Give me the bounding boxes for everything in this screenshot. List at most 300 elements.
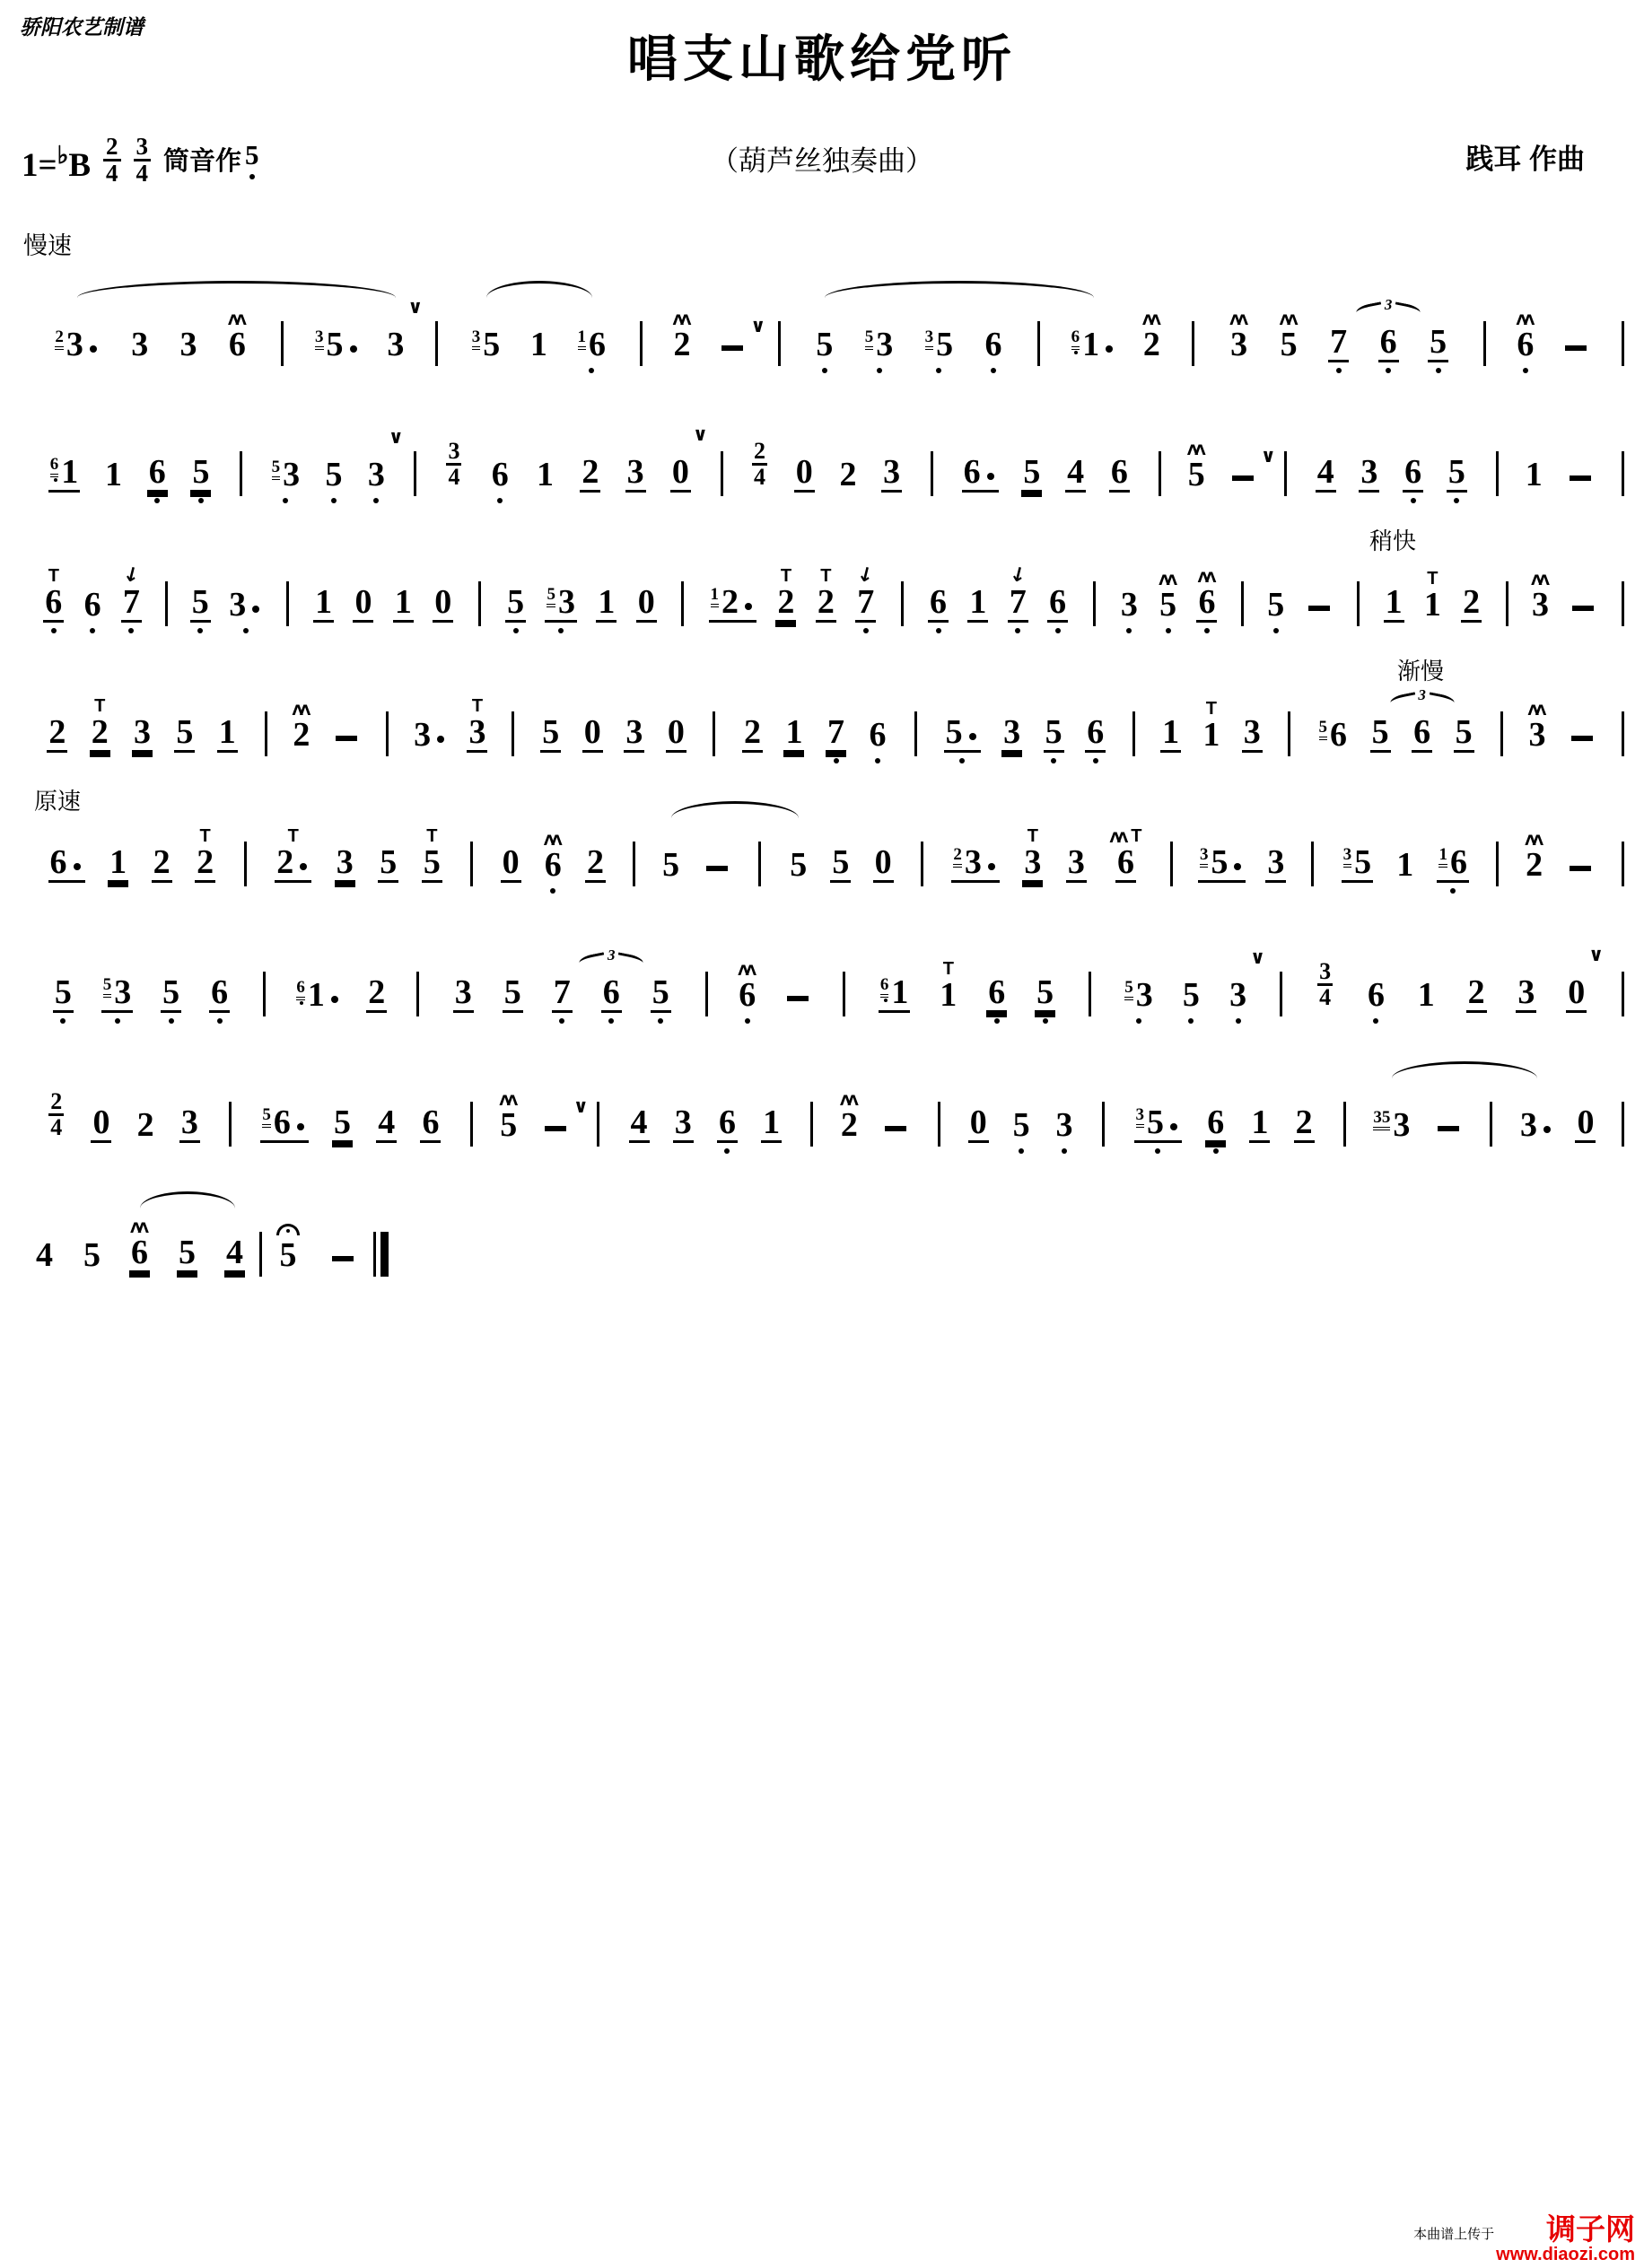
note-digit: 3 (1135, 976, 1153, 1014)
note-digit-row (217, 714, 238, 753)
grace-note: 5 (103, 976, 112, 998)
note-token (451, 947, 476, 1028)
octave-dot-row (115, 1013, 120, 1028)
ornament-row (1525, 820, 1543, 847)
note-digit-row (670, 454, 691, 493)
note-digit-row (539, 1126, 572, 1143)
note-token (1240, 687, 1264, 768)
note-digit-row (826, 714, 846, 753)
note-digit-row (227, 587, 264, 623)
meter-numerator: 3 (1319, 958, 1332, 984)
note-digit: 3 (1055, 1106, 1073, 1144)
note-digit-row (433, 584, 453, 623)
note-digit: 5 (832, 843, 850, 881)
note-digit: 6 (602, 973, 620, 1011)
ornament-row (288, 817, 299, 844)
ornament-row (48, 557, 59, 584)
note-token (837, 1080, 861, 1158)
note-token (32, 1210, 57, 1288)
note-token (922, 300, 958, 378)
tongue-mark: T (942, 959, 954, 979)
ornament-row (544, 820, 563, 847)
octave-dot-row (936, 623, 941, 638)
note-token (127, 1208, 152, 1288)
ornament-row (276, 1210, 300, 1237)
note-digit-row (313, 584, 334, 623)
grace-note: 6 (50, 456, 59, 477)
final-barline (373, 1232, 389, 1277)
note-token (51, 300, 103, 378)
note-digit: 6 (1110, 453, 1128, 491)
octave-dot-low (249, 174, 255, 179)
note-digit: 1 (1162, 713, 1180, 751)
note-token (225, 560, 266, 638)
breath-mark-icon: ∨ (1588, 944, 1605, 965)
note-digit: 3 (1230, 326, 1248, 363)
note-digit-row (1564, 475, 1596, 493)
note-digit-row (177, 1234, 197, 1273)
note-token (1562, 449, 1598, 508)
meter-2-4: 2 4 (103, 135, 121, 186)
note-digit-row (580, 454, 600, 493)
time-signature (47, 1063, 69, 1158)
note-token (715, 1077, 739, 1158)
tempo-change-label: 原速 (34, 788, 82, 815)
note-token (1564, 944, 1605, 1028)
note-token (1006, 557, 1030, 638)
octave-dot-row (217, 1013, 223, 1028)
note-digit-row (501, 844, 521, 883)
note-digit-row (43, 584, 64, 623)
note-token (273, 817, 313, 898)
note-token (1522, 820, 1546, 898)
note-digit-row (291, 717, 311, 753)
note-digit-row (529, 327, 549, 362)
time-signature (444, 413, 467, 508)
note-digit: 3 (964, 843, 982, 881)
note-token (145, 427, 170, 508)
octave-dot-low (283, 498, 288, 503)
note-digit: 6 (491, 456, 509, 493)
tongue-mark: T (1427, 569, 1438, 589)
octave-dot-row (1454, 493, 1459, 508)
note-token (106, 817, 130, 898)
meter-denominator: 4 (448, 464, 460, 490)
note-digit-row (1575, 1104, 1596, 1143)
note-digit: 3 (134, 713, 152, 751)
note-token (188, 557, 213, 638)
note-digit-row (1201, 717, 1221, 753)
note-digit: 5 (1280, 326, 1298, 363)
augmentation-dot (300, 863, 307, 870)
note-token (538, 1095, 589, 1158)
note-digit: 3 (883, 453, 901, 491)
note-digit-row (814, 327, 835, 362)
note-digit-row (82, 1237, 102, 1273)
breath-mark-icon: ∨ (573, 1095, 589, 1117)
note-digit-row (366, 457, 387, 493)
note-digit: 5 (790, 846, 808, 884)
meter-numerator: 2 (753, 438, 765, 464)
site-url: www.diaozi.com (1496, 2245, 1635, 2264)
measure (917, 687, 1132, 768)
note-digit: 6 (45, 583, 63, 621)
note-digit: 2 (153, 843, 171, 881)
note-digit-row (540, 714, 561, 753)
note-digit-row (195, 844, 215, 883)
note-digit: 3 (454, 973, 472, 1011)
note-digit: 5 (1045, 713, 1062, 751)
note-token (1414, 950, 1438, 1028)
note-token (1459, 557, 1483, 638)
octave-dot-row (198, 493, 204, 508)
note-digit-row (1515, 327, 1535, 362)
meter-denominator: 4 (1319, 984, 1332, 1010)
note-digit: 3 (626, 453, 644, 491)
note-digit-row (928, 584, 949, 623)
key-signature-row (0, 126, 1644, 203)
note-digit: 1 (785, 713, 803, 751)
measure (635, 820, 758, 898)
note-digit-row (412, 717, 449, 753)
measure (1096, 557, 1241, 638)
meter-numerator: 3 (448, 438, 460, 464)
note-token (879, 427, 904, 508)
ornament-row (1528, 690, 1547, 717)
breath-mark-icon: ∨ (407, 296, 424, 318)
note-digit-row (1530, 587, 1551, 623)
downglide-arrow-icon: ↓ (854, 563, 877, 589)
note-digit: 3 (1003, 713, 1021, 751)
breath-mark-icon: ∨ (1250, 946, 1266, 968)
note-digit-row (422, 844, 442, 883)
octave-dot-low (863, 628, 869, 633)
note-digit: 3 (336, 843, 354, 881)
note-digit: 5 (945, 713, 963, 751)
octave-dot-row (154, 493, 160, 508)
note-digit-row (467, 714, 487, 753)
note-token (981, 300, 1005, 378)
measure (708, 950, 843, 1028)
note-token (1377, 297, 1401, 378)
note-digit-row (132, 714, 153, 753)
octave-dot-row (1436, 362, 1441, 378)
meter-numerator: 2 (50, 1088, 63, 1114)
note-token (89, 1077, 113, 1158)
slur-arc (671, 801, 799, 818)
note-token (714, 315, 766, 378)
grace-note: 5 (1319, 719, 1328, 740)
note-token (984, 947, 1009, 1028)
triplet-number: 3 (1418, 686, 1426, 703)
octave-dot-row (1373, 1013, 1378, 1028)
octave-dot-row (1411, 493, 1416, 508)
measure (242, 426, 414, 508)
mordent-icon: ΛΛ (672, 311, 688, 328)
note-digit-row (503, 974, 523, 1013)
octave-dot-row (513, 623, 519, 638)
note-token (740, 687, 765, 768)
note-digit-row (576, 327, 608, 362)
note-digit: 6 (1116, 843, 1134, 881)
measure (1486, 300, 1622, 378)
octave-dot-low (1373, 1018, 1378, 1024)
ornament-row (1142, 300, 1161, 327)
note-digit-row (1065, 454, 1086, 493)
note-digit-row (393, 584, 414, 623)
grace-note: 3 (1343, 846, 1352, 868)
note-digit-row (83, 587, 103, 623)
note-digit: 5 (325, 456, 343, 493)
note-digit-row (47, 714, 67, 753)
note-digit: 1 (109, 843, 127, 881)
measure (1105, 1077, 1343, 1158)
note-digit: 5 (176, 713, 194, 751)
note-digit: 2 (673, 326, 691, 363)
octave-dot-low (1273, 628, 1279, 633)
slur-arc (486, 281, 592, 298)
note-token (1277, 300, 1301, 378)
note-digit-row (716, 345, 748, 362)
note-digit-row (1119, 587, 1140, 623)
note-digit-row (1279, 327, 1299, 362)
octave-dot-low (1126, 628, 1132, 633)
measure (1173, 817, 1311, 898)
note-digit: 0 (667, 713, 685, 751)
note-digit-row (1395, 847, 1415, 883)
note-token (1063, 427, 1088, 508)
augmentation-dot (90, 345, 97, 353)
triplet-number: 3 (607, 946, 616, 964)
mordent-icon: ΛΛ (840, 1092, 855, 1109)
note-digit: 0 (583, 713, 601, 751)
fermata-icon (276, 1224, 300, 1235)
measure (1492, 1077, 1622, 1158)
note-digit: 6 (988, 973, 1006, 1011)
note-digit: 5 (1036, 973, 1054, 1011)
note-digit-row (671, 327, 692, 362)
note-token (1264, 817, 1288, 898)
note-digit: 6 (211, 973, 229, 1011)
note-digit-row (983, 327, 1003, 362)
note-digit-row (190, 454, 211, 493)
note-token (1426, 297, 1450, 378)
note-digit-row (1001, 714, 1022, 753)
note-digit: 3 (180, 1103, 198, 1141)
octave-dot-low (936, 368, 941, 373)
note-digit: 3 (876, 326, 894, 363)
note-token (1199, 690, 1223, 768)
ornament-row (1427, 560, 1438, 587)
note-token (1528, 560, 1552, 638)
note-digit: 2 (1463, 583, 1481, 621)
note-digit-row (938, 977, 958, 1013)
note-digit: 5 (279, 1236, 297, 1274)
note-digit-row (879, 974, 911, 1013)
note-digit: 0 (502, 843, 520, 881)
ornament-row (854, 557, 877, 589)
octave-dot-row (877, 362, 882, 378)
augmentation-dot (350, 345, 357, 353)
note-digit-row (601, 974, 622, 1013)
note-digit-row (1181, 977, 1202, 1013)
barline (1622, 711, 1624, 756)
measure (1194, 297, 1483, 378)
note-digit: 1 (218, 713, 236, 751)
note-token (374, 1077, 398, 1158)
note-digit: 1 (1525, 456, 1543, 493)
mordent-icon: ΛΛ (1186, 441, 1202, 458)
triplet-mark (579, 946, 643, 964)
note-digit: 2 (368, 973, 386, 1011)
note-digit-row (294, 977, 343, 1013)
grace-note: 6 (880, 976, 889, 998)
note-token (1064, 817, 1089, 898)
subtitle: （葫芦丝独奏曲） (711, 145, 933, 177)
octave-dot-row (1450, 883, 1456, 898)
note-digit-row (1228, 977, 1248, 1013)
note-digit: 6 (1207, 1103, 1225, 1141)
note-token (1010, 1080, 1034, 1158)
octave-dot-low (724, 1148, 730, 1154)
note-digit-row (839, 1107, 860, 1143)
octave-dot-row (724, 1143, 730, 1158)
measure (813, 1080, 938, 1158)
measure (20, 300, 281, 378)
note-token (172, 687, 197, 768)
note-digit: 0 (1568, 973, 1586, 1011)
note-digit-row (270, 457, 302, 493)
measure (684, 557, 900, 638)
note-digit: 1 (61, 453, 79, 491)
octave-dot-low (1411, 498, 1416, 503)
note-token (878, 1099, 914, 1158)
note-digit-row (651, 974, 671, 1013)
fingering-note: 筒音作 5 (163, 141, 259, 179)
note-digit-row (1186, 457, 1207, 493)
note-digit: 0 (637, 583, 655, 621)
note-token (207, 947, 232, 1028)
grace-note: 3 (315, 328, 324, 350)
mordent-icon: ΛΛ (1279, 311, 1295, 328)
note-digit: 1 (1202, 716, 1220, 754)
note-token (792, 427, 817, 508)
note-digit-row (327, 1256, 359, 1273)
mordent-icon: ΛΛ (543, 832, 559, 849)
note-digit: 6 (544, 846, 562, 884)
triplet-mark (1390, 686, 1455, 704)
note-token (786, 820, 810, 898)
note-token (1382, 557, 1406, 638)
note-token (1225, 445, 1276, 508)
note-digit: 5 (1187, 456, 1205, 493)
fingering-digit: 5 (245, 141, 259, 179)
note-token (289, 690, 313, 768)
octave-dot-row (822, 362, 827, 378)
measure (20, 687, 265, 768)
note-digit-row (129, 327, 150, 362)
note-token (1159, 687, 1183, 768)
note-digit: 4 (226, 1234, 243, 1271)
note-digit: 6 (83, 586, 101, 624)
note-token (699, 839, 735, 898)
augmentation-dot (969, 733, 976, 740)
octave-dot-low (1015, 628, 1020, 633)
tongue-mark: T (1205, 699, 1217, 719)
note-token (960, 427, 1001, 508)
note-digit-row (227, 327, 248, 362)
note-digit-row (1160, 714, 1181, 753)
note-digit-row (174, 714, 195, 753)
octave-dot-low (550, 888, 555, 894)
note-digit: 2 (1467, 973, 1485, 1011)
note-digit-row (709, 584, 757, 623)
note-digit-row (453, 974, 474, 1013)
mordent-icon: ΛΛ (1109, 829, 1125, 846)
augmentation-dot (988, 863, 995, 870)
octave-dot-row (550, 883, 555, 898)
grace-note: 5 (865, 328, 874, 350)
breath-mark-icon: ∨ (1260, 445, 1276, 467)
note-digit: 3 (1393, 1106, 1411, 1144)
note-token (101, 430, 126, 508)
note-token (624, 427, 648, 508)
note-token (541, 820, 565, 898)
breath-mark-icon: ∨ (750, 315, 766, 336)
measure (1346, 1080, 1491, 1158)
octave-dot-low (1188, 1018, 1194, 1024)
augmentation-dot (987, 473, 994, 480)
measure (20, 557, 165, 638)
ornament-row (120, 557, 143, 589)
measure (473, 817, 633, 898)
note-digit: 1 (763, 1103, 781, 1141)
note-digit-row (1370, 714, 1391, 753)
note-token (175, 1208, 199, 1288)
note-digit-row (1567, 606, 1599, 623)
note-digit: 1 (104, 456, 122, 493)
note-token (707, 557, 759, 638)
note-digit-row (761, 1104, 782, 1143)
score-line (20, 400, 1624, 508)
note-digit: 6 (1517, 326, 1535, 363)
note-digit-row (1466, 974, 1487, 1013)
note-token (583, 817, 608, 898)
note-digit-row (1265, 587, 1286, 623)
note-token (418, 1077, 442, 1158)
note-digit: 3 (229, 586, 247, 624)
octave-dot-row (863, 623, 869, 638)
measure (262, 1210, 373, 1288)
note-digit-row (1022, 844, 1043, 883)
measure (845, 947, 1089, 1028)
octave-dot-low (1204, 628, 1210, 633)
note-token (1226, 946, 1266, 1028)
note-digit-row (1141, 327, 1162, 362)
octave-dot-low (1336, 368, 1342, 373)
note-token (1196, 817, 1248, 898)
note-token (538, 687, 563, 768)
note-digit: 6 (718, 1103, 736, 1141)
measure (1503, 690, 1622, 768)
note-digit: 2 (293, 716, 310, 754)
note-digit-row (224, 1234, 245, 1273)
note-digit: 4 (36, 1236, 53, 1274)
note-digit: 2 (48, 713, 66, 751)
note-digit: 7 (1009, 583, 1027, 621)
note-digit: 3 (367, 456, 385, 493)
note-digit: 3 (1519, 1106, 1537, 1144)
